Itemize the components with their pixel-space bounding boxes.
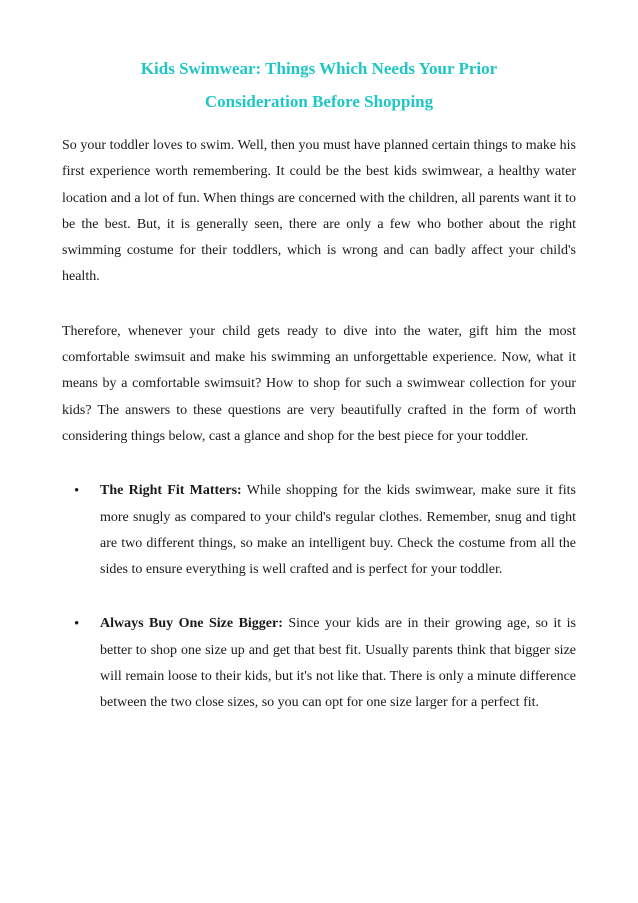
list-item: [62, 611, 576, 716]
document-title: [62, 52, 576, 118]
bullet-heading: The Right Fit Matters:: [100, 483, 242, 499]
paragraph-therefore: Therefore, whenever your child gets ready to dive into the water, gift him the most comfortable swimsuit and make his swimming an unforgettable experience. Now, what it means by a comfortable swimsuit? How to shop for such a swimwear collection for your kids? The answers to these questions are very beautifully crafted in the form of worth considering things below, cast a glance and shop for the best piece for your toddler.: [62, 323, 576, 444]
bullet-text: While shopping for the kids swimwear, make sure it fits more snugly as compared to your child's regular clothes. Remember, snug and tight are two different things, so make an intelligent buy. Check the costume from all the sides to ensure everything is well crafted and is perfect for your toddler.: [100, 483, 576, 578]
bullet-text: Since your kids are in their growing age, so it is better to shop one size up and get that best fit. Usually parents think that bigger size will remain loose to their kids, but it's not like that. There is only a minute difference between the two close sizes, so you can opt for one size larger for a perfect fit.: [100, 616, 576, 711]
paragraph-intro: So your toddler loves to swim. Well, then you must have planned certain things to make his first experience worth remembering. It could be the best kids swimwear, a healthy water location and a lot of fun. When things are concerned with the children, all parents want it to be the best. But, it is generally seen, there are only a few who bother about the right swimming costume for their toddlers, which is wrong and can badly affect your child's health.: [62, 138, 576, 285]
bullet-icon: •: [74, 483, 80, 500]
bullet-icon: •: [74, 616, 80, 633]
title-line-2: Consideration Before Shopping: [204, 92, 434, 111]
title-line-1: Kids Swimwear: Things Which Needs Your Prior: [140, 59, 498, 78]
tips-list: [62, 478, 576, 716]
bullet-heading: Always Buy One Size Bigger:: [100, 616, 283, 632]
list-item: [62, 478, 576, 583]
